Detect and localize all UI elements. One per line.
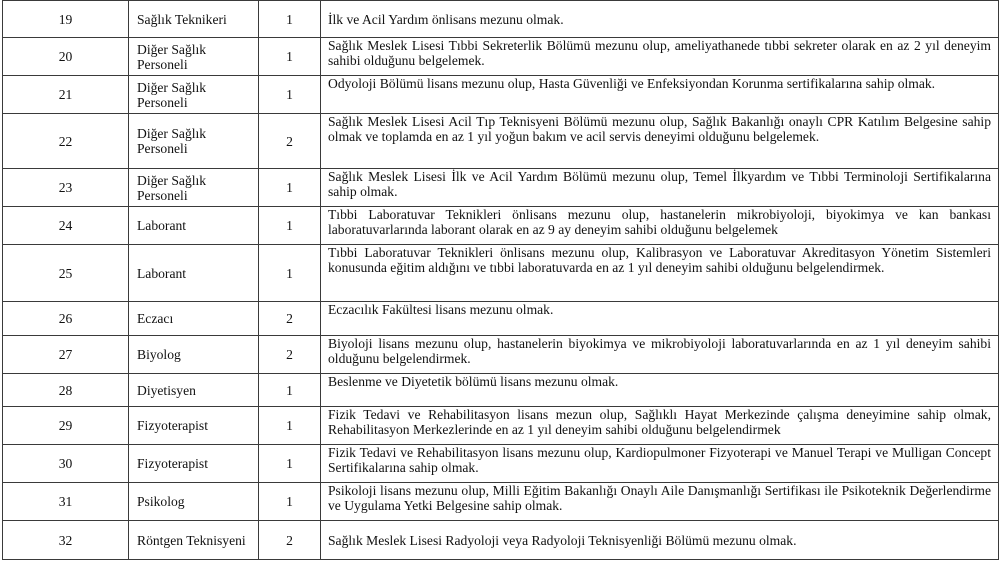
requirement-text: İlk ve Acil Yardım önlisans mezunu olmak. [321,1,999,38]
table-row [3,302,999,336]
position-title: Diğer Sağlık Personeli [129,76,259,114]
position-title: Diğer Sağlık Personeli [129,38,259,76]
table-row [3,1,999,38]
position-title: Psikolog [129,483,259,521]
row-number: 26 [3,302,129,336]
position-count: 1 [259,374,321,407]
row-number: 21 [3,76,129,114]
row-number: 28 [3,374,129,407]
position-count: 2 [259,336,321,374]
table-row [3,445,999,483]
row-number: 29 [3,407,129,445]
position-title: Fizyoterapist [129,407,259,445]
table-row [3,38,999,76]
table-row [3,336,999,374]
position-title: Laborant [129,245,259,302]
row-number: 22 [3,114,129,169]
position-count: 2 [259,521,321,560]
position-title: Biyolog [129,336,259,374]
row-number: 23 [3,169,129,207]
position-count: 1 [259,38,321,76]
requirement-text: Fizik Tedavi ve Rehabilitasyon lisans mezunu olup, Kardiopulmoner Fizyoterapi ve Manuel Terapi ve Mulligan Concept Sertifikalarına sahip olmak. [321,445,999,483]
row-number: 24 [3,207,129,245]
row-number: 19 [3,1,129,38]
table-row [3,207,999,245]
requirement-text: Psikoloji lisans mezunu olup, Milli Eğitim Bakanlığı Onaylı Aile Danışmanlığı Sertifikası ile Psikoteknik Değerlendirme ve Uygulama Yetki Belgesine sahip olmak. [321,483,999,521]
position-count: 1 [259,445,321,483]
table-row [3,407,999,445]
row-number: 31 [3,483,129,521]
position-count: 1 [259,76,321,114]
table-row [3,521,999,560]
requirement-text: Sağlık Meslek Lisesi İlk ve Acil Yardım Bölümü mezunu olup, Temel İlkyardım ve Tıbbi Terminoloji Sertifikalarına sahip olmak. [321,169,999,207]
requirement-text: Biyoloji lisans mezunu olup, hastanelerin biyokimya ve mikrobiyoloji laboratuvarlarında en az 1 yıl deneyim sahibi olduğunu belgelendirmek. [321,336,999,374]
position-title: Eczacı [129,302,259,336]
row-number: 20 [3,38,129,76]
requirement-text: Sağlık Meslek Lisesi Radyoloji veya Radyoloji Teknisyenliği Bölümü mezunu olmak. [321,521,999,560]
table-row [3,114,999,169]
requirement-text: Eczacılık Fakültesi lisans mezunu olmak. [321,302,999,336]
row-number: 25 [3,245,129,302]
table-row [3,169,999,207]
position-title: Diğer Sağlık Personeli [129,114,259,169]
row-number: 30 [3,445,129,483]
position-count: 1 [259,169,321,207]
requirement-text: Odyoloji Bölümü lisans mezunu olup, Hasta Güvenliği ve Enfeksiyondan Korunma sertifikalarına sahip olmak. [321,76,999,114]
position-count: 1 [259,1,321,38]
requirement-text: Sağlık Meslek Lisesi Tıbbi Sekreterlik Bölümü mezunu olup, ameliyathanede tıbbi sekreter olarak en az 2 yıl deneyim sahibi olduğunu belgelemek. [321,38,999,76]
table-row [3,483,999,521]
position-title: Diyetisyen [129,374,259,407]
requirement-text: Tıbbi Laboratuvar Teknikleri önlisans mezunu olup, Kalibrasyon ve Laboratuvar Akreditasyon Yönetim Sistemleri konusunda eğitim aldığını ve tıbbi laboratuvarda en az 1 yıl deneyim sahibi olduğunu belgelendirmek. [321,245,999,302]
position-count: 1 [259,245,321,302]
row-number: 27 [3,336,129,374]
position-title: Röntgen Teknisyeni [129,521,259,560]
position-count: 2 [259,114,321,169]
requirement-text: Beslenme ve Diyetetik bölümü lisans mezunu olmak. [321,374,999,407]
position-title: Diğer Sağlık Personeli [129,169,259,207]
position-title: Sağlık Teknikeri [129,1,259,38]
position-count: 1 [259,483,321,521]
requirement-text: Fizik Tedavi ve Rehabilitasyon lisans mezun olup, Sağlıklı Hayat Merkezinde çalışma deneyimine sahip olmak, Rehabilitasyon Merkezlerinde en az 1 yıl deneyim sahibi olduğunu belgelendirmek [321,407,999,445]
position-count: 2 [259,302,321,336]
position-count: 1 [259,207,321,245]
row-number: 32 [3,521,129,560]
requirement-text: Sağlık Meslek Lisesi Acil Tıp Teknisyeni Bölümü mezunu olup, Sağlık Bakanlığı onaylı CPR Katılım Belgesine sahip olmak ve toplamda en az 1 yıl yoğun bakım ve acil servis deneyimi olduğunu belgelemek. [321,114,999,169]
staff-requirements-table [2,0,999,560]
table-row [3,374,999,407]
position-title: Fizyoterapist [129,445,259,483]
table-row [3,245,999,302]
table-row [3,76,999,114]
requirement-text: Tıbbi Laboratuvar Teknikleri önlisans mezunu olup, hastanelerin mikrobiyoloji, biyokimya ve kan bankası laboratuvarlarında laborant olarak en az 9 ay deneyim sahibi olduğunu belgelemek [321,207,999,245]
position-title: Laborant [129,207,259,245]
position-count: 1 [259,407,321,445]
